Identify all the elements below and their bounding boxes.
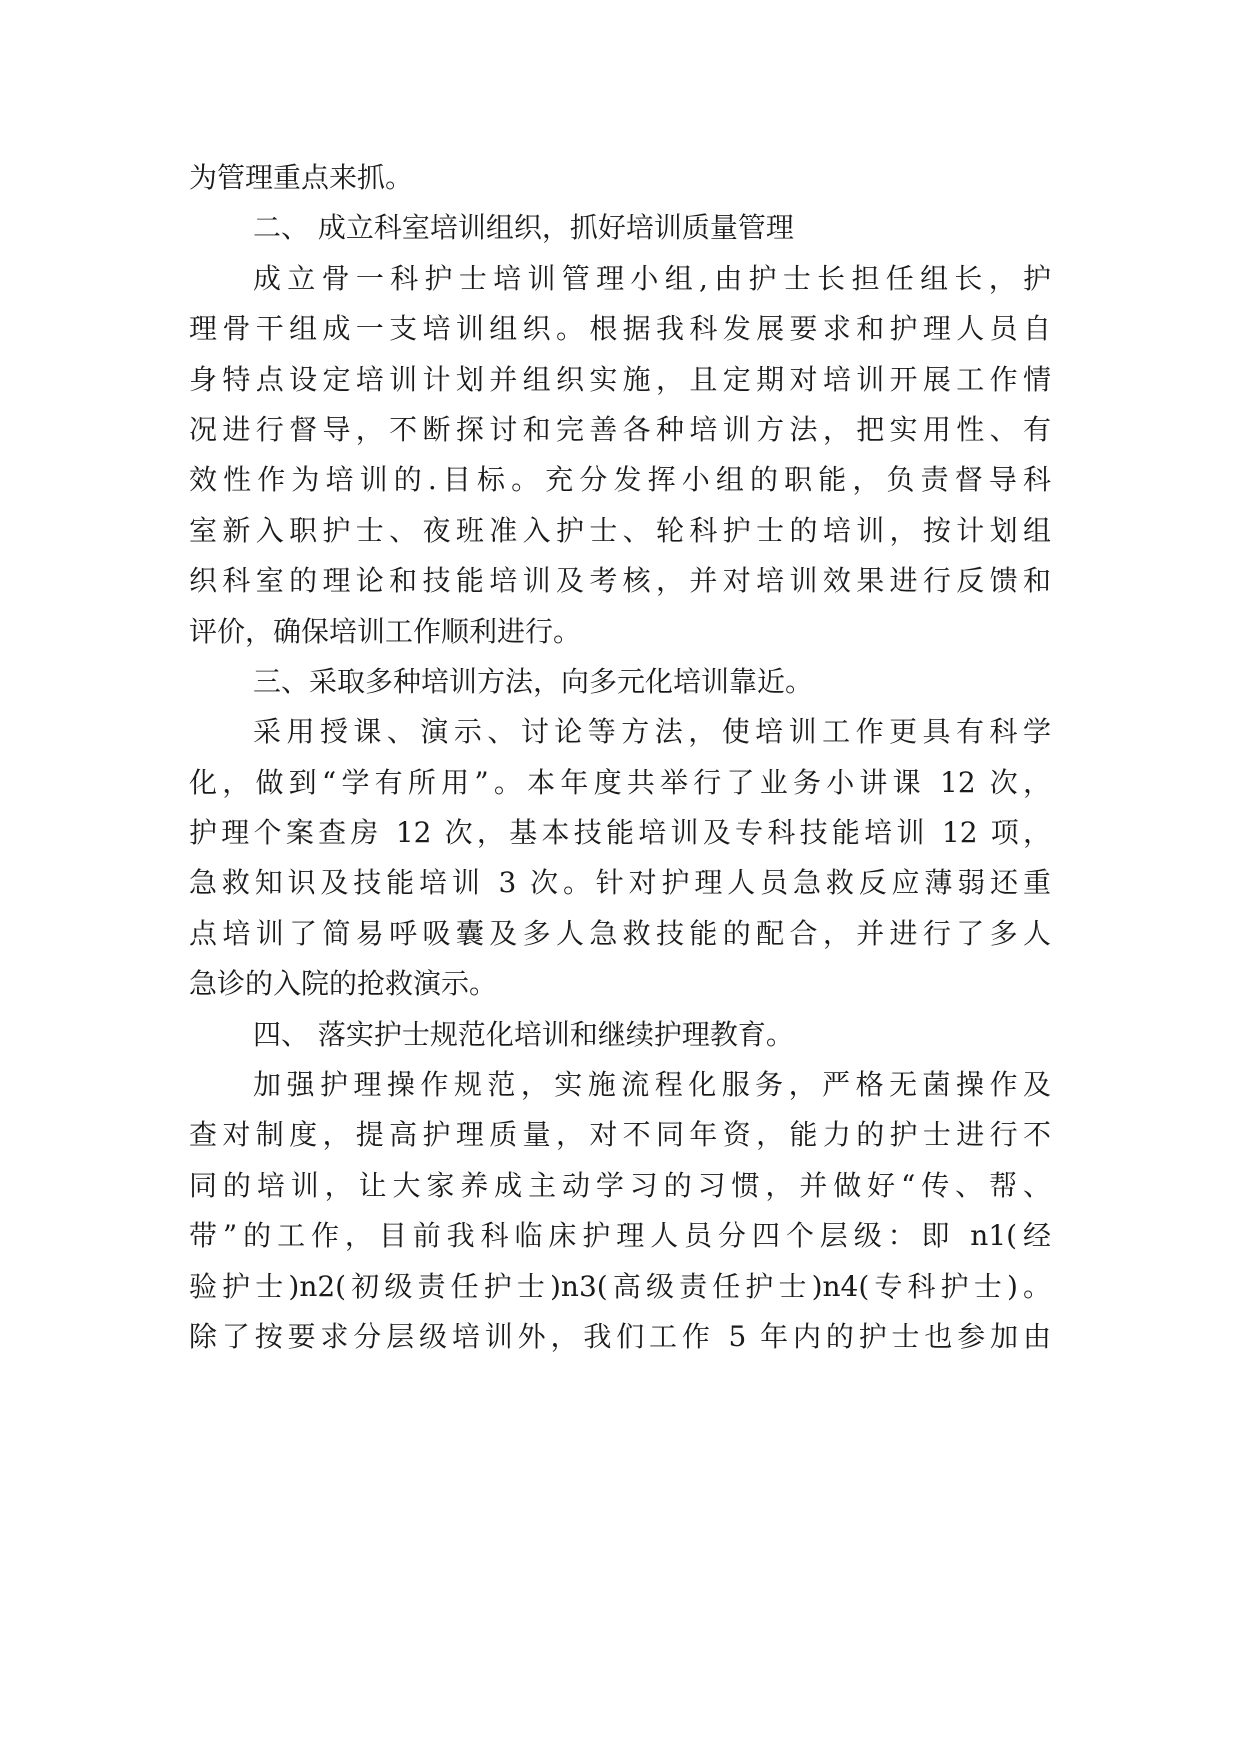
text-line: 织科室的理论和技能培训及考核，并对培训效果进行反馈和 [189,564,1051,598]
text-line: 验护士)n2(初级责任护士)n3(高级责任护士)n4(专科护士)。 [189,1269,1051,1303]
text-line: 二、 成立科室培训组织，抓好培训质量管理 [253,211,794,245]
text-line: 理骨干组成一支培训组织。根据我科发展要求和护理人员自 [189,312,1051,346]
text-line: 况进行督导，不断探讨和完善各种培训方法，把实用性、有 [189,412,1051,446]
text-line: 急救知识及技能培训 3 次。针对护理人员急救反应薄弱还重 [189,866,1051,900]
text-line: 采用授课、演示、讨论等方法，使培训工作更具有科学 [253,715,1051,749]
text-line: 点培训了简易呼吸囊及多人急救技能的配合，并进行了多人 [189,916,1051,950]
text-line: 护理个案查房 12 次，基本技能培训及专科技能培训 12 项， [189,816,1051,850]
text-line: 评价，确保培训工作顺利进行。 [189,614,582,648]
text-line: 效性作为培训的.目标。充分发挥小组的职能，负责督导科 [189,463,1051,497]
text-line: 室新入职护士、夜班准入护士、轮科护士的培训，按计划组 [189,513,1051,547]
text-line: 四、 落实护士规范化培训和继续护理教育。 [253,1017,794,1051]
text-line: 身特点设定培训计划并组织实施，且定期对培训开展工作情 [189,362,1051,396]
text-line: 查对制度，提高护理质量，对不同年资，能力的护士进行不 [189,1118,1051,1152]
text-line: 三、采取多种培训方法，向多元化培训靠近。 [253,664,814,698]
body-text [189,153,1051,1362]
text-line: 同的培训，让大家养成主动学习的习惯，并做好“传、帮、 [189,1168,1051,1202]
text-line: 成立骨一科护士培训管理小组,由护士长担任组长，护 [253,261,1051,295]
text-line: 带”的工作，目前我科临床护理人员分四个层级：即 n1(经 [189,1219,1051,1253]
text-line: 加强护理操作规范，实施流程化服务，严格无菌操作及 [253,1068,1051,1102]
text-line: 为管理重点来抓。 [189,161,414,194]
text-line: 急诊的入院的抢救演示。 [189,967,498,1001]
text-line: 化，做到“学有所用”。本年度共举行了业务小讲课 12 次， [189,765,1051,799]
text-line: 除了按要求分层级培训外，我们工作 5 年内的护士也参加由 [189,1319,1051,1353]
